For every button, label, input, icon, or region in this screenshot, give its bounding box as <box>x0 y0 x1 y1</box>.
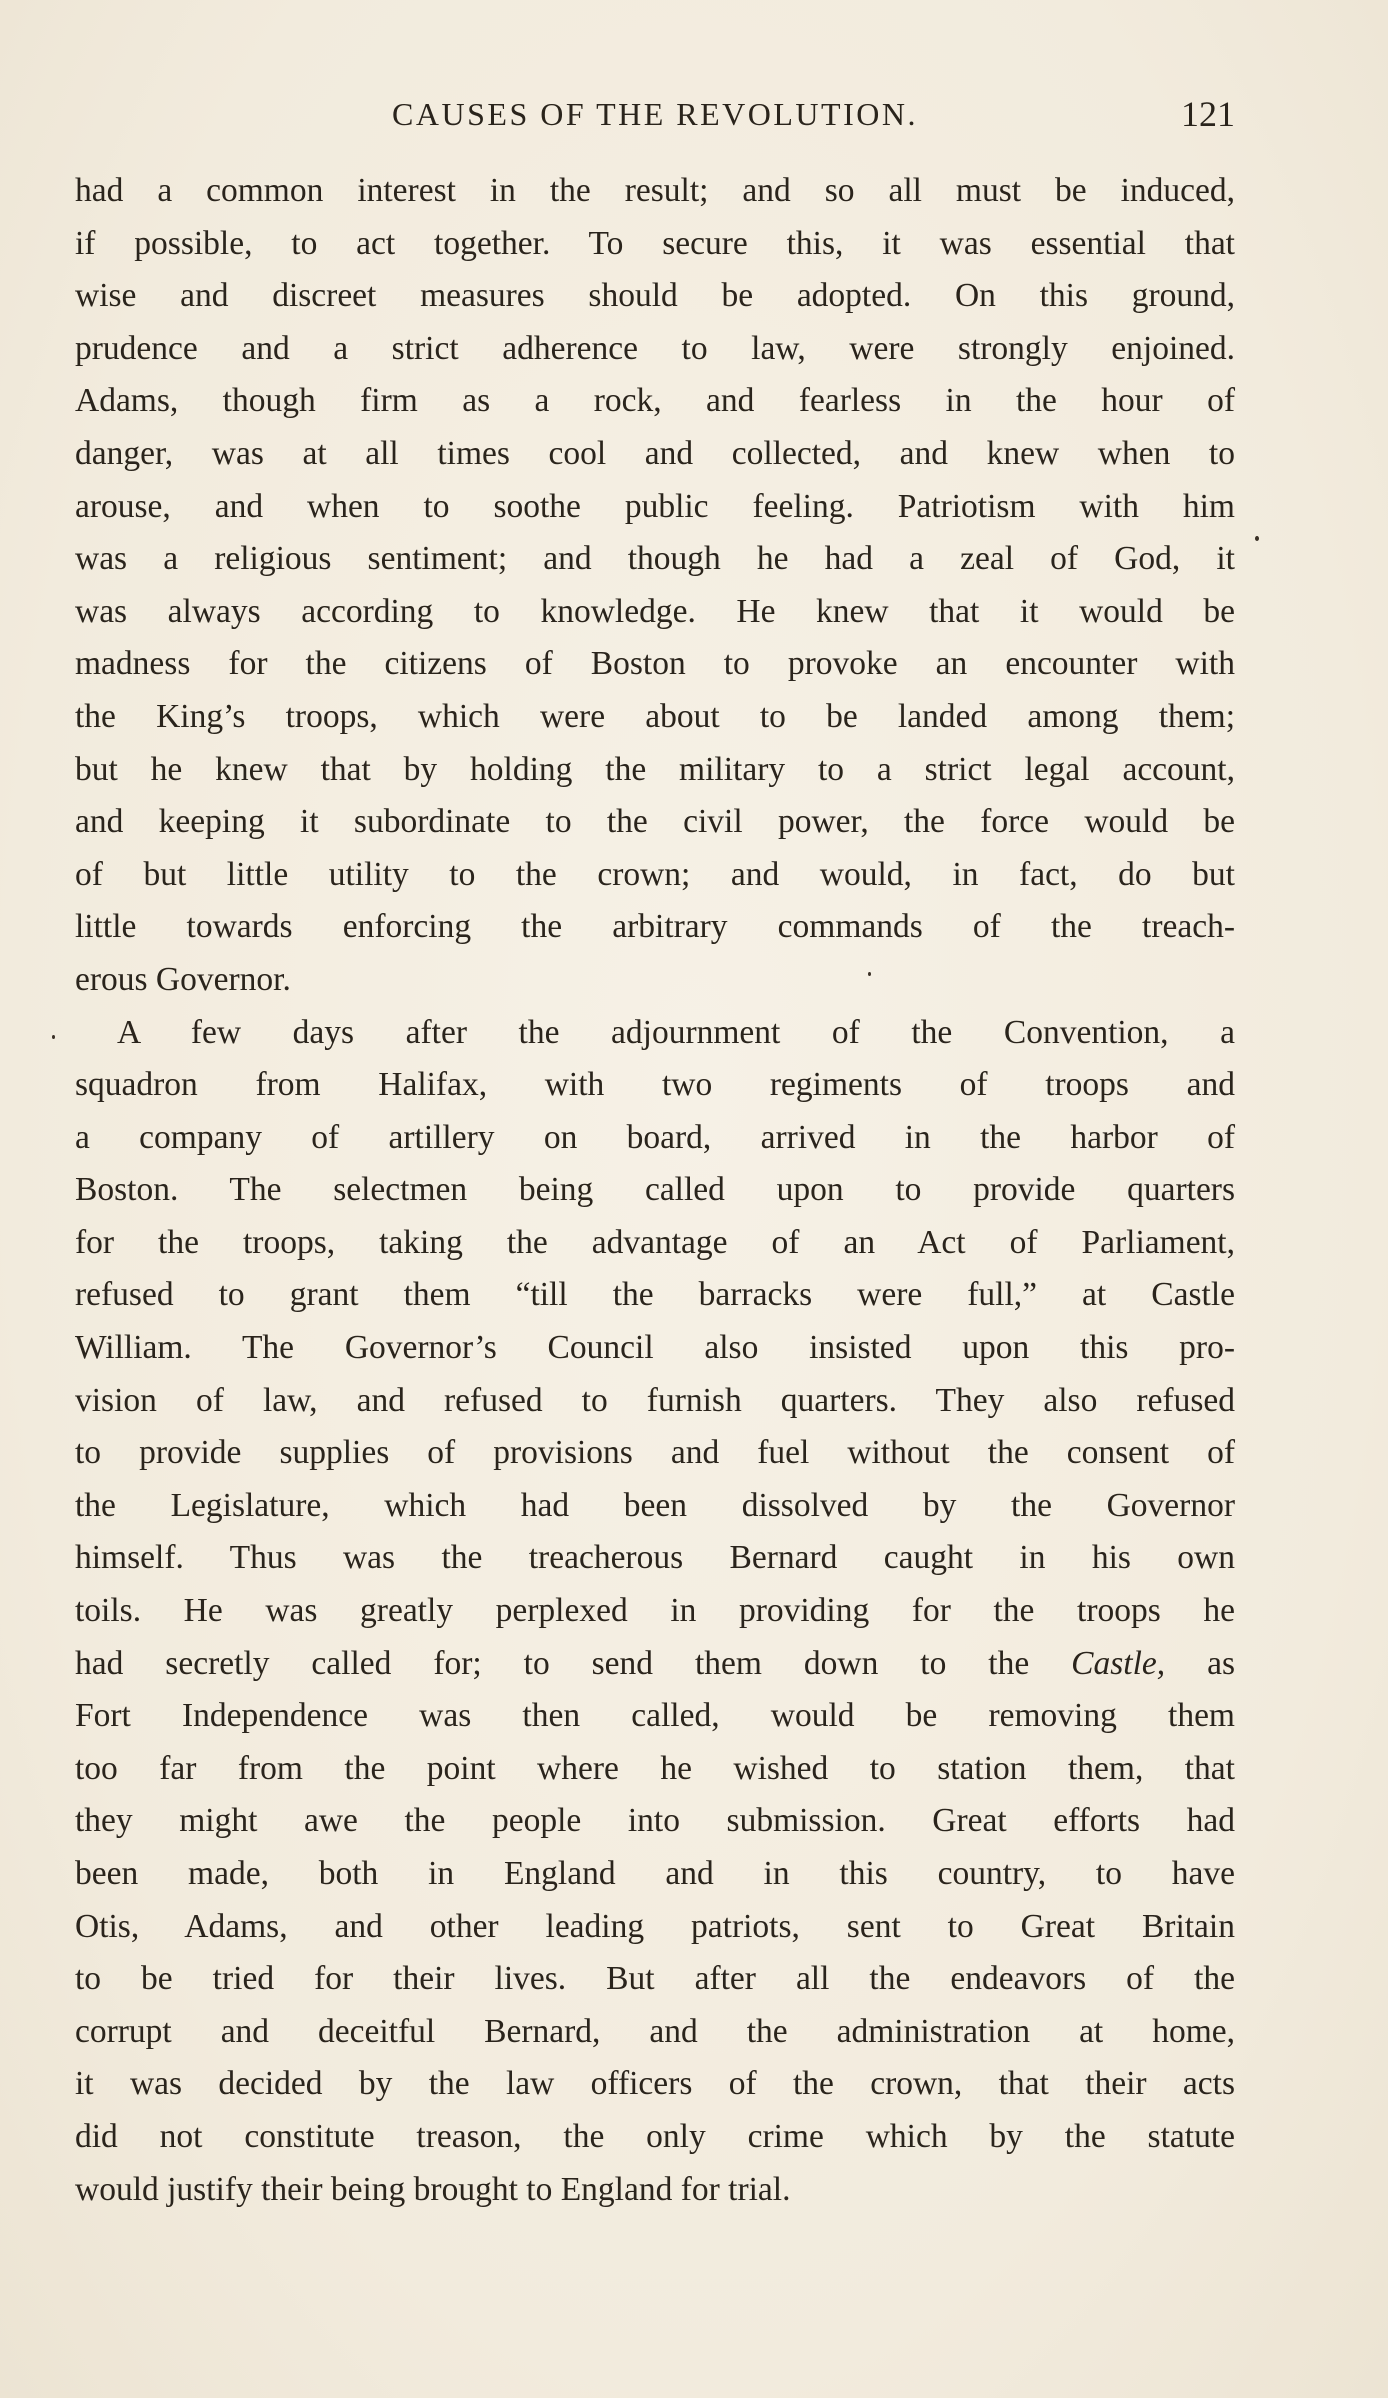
paragraph-start-line: A few days after the adjournment of the Convention, a <box>117 1013 1235 1051</box>
line-text-tail: as <box>1207 1644 1236 1682</box>
text-line: to be tried for their lives. But after all the endeavors of the <box>75 1960 1235 1998</box>
text-line: vision of law, and refused to furnish quarters. They also refused <box>75 1381 1235 1419</box>
text-line: corrupt and deceitful Bernard, and the administration at home, <box>75 2012 1235 2050</box>
paper-speck <box>52 1035 55 1039</box>
italic-word: Castle, <box>1071 1644 1166 1682</box>
text-line: madness for the citizens of Boston to provoke an encounter with <box>75 645 1235 683</box>
text-line: refused to grant them “till the barracks were full,” at Castle <box>75 1276 1235 1314</box>
text-line: toils. He was greatly perplexed in providing for the troops he <box>75 1592 1235 1630</box>
text-line: was always according to knowledge. He knew that it would be <box>75 592 1235 630</box>
text-line: did not constitute treason, the only crime which by the statute <box>75 2117 1235 2155</box>
page-header <box>75 84 1235 144</box>
text-line: Adams, though firm as a rock, and fearless in the hour of <box>75 382 1235 420</box>
text-line: prudence and a strict adherence to law, were strongly enjoined. <box>75 329 1235 367</box>
text-line: Otis, Adams, and other leading patriots, sent to Great Britain <box>75 1907 1235 1945</box>
text-line: William. The Governor’s Council also insisted upon this pro- <box>75 1329 1235 1367</box>
text-line: Fort Independence was then called, would be removing them <box>75 1697 1235 1735</box>
text-line: but he knew that by holding the military to a strict legal account, <box>75 750 1235 788</box>
text-line: little towards enforcing the arbitrary commands of the treach- <box>75 908 1235 946</box>
line-text: had secretly called for; to send them down to the <box>75 1644 1030 1682</box>
text-line: too far from the point where he wished to station them, that <box>75 1749 1235 1787</box>
text-line: been made, both in England and in this country, to have <box>75 1855 1235 1892</box>
text-line: the Legislature, which had been dissolved by the Governor <box>75 1486 1235 1524</box>
page-number: 121 <box>1181 94 1235 134</box>
text-line: erous Governor. <box>75 960 291 998</box>
text-line: the King’s troops, which were about to be landed among them; <box>75 697 1235 735</box>
text-line: wise and discreet measures should be adopted. On this ground, <box>75 277 1235 315</box>
text-line: it was decided by the law officers of the crown, that their acts <box>75 2065 1235 2103</box>
text-line: for the troops, taking the advantage of an Act of Parliament, <box>75 1223 1235 1261</box>
paper-speck <box>868 972 871 976</box>
text-line: if possible, to act together. To secure this, it was essential that <box>75 224 1235 262</box>
running-title: CAUSES OF THE REVOLUTION. <box>392 96 918 132</box>
text-line: had a common interest in the result; and so all must be induced, <box>75 172 1235 209</box>
text-line: and keeping it subordinate to the civil power, the force would be <box>75 803 1235 841</box>
text-line: they might awe the people into submission. Great efforts had <box>75 1802 1235 1840</box>
text-line: arouse, and when to soothe public feeling. Patriotism with him <box>75 487 1235 525</box>
text-line: of but little utility to the crown; and would, in fact, do but <box>75 855 1235 893</box>
text-line: would justify their being brought to England for trial. <box>75 2170 791 2208</box>
paper-speck <box>1255 536 1259 541</box>
text-line: Boston. The selectmen being called upon to provide quarters <box>75 1171 1235 1209</box>
text-line: to provide supplies of provisions and fuel without the consent of <box>75 1434 1235 1472</box>
text-line: himself. Thus was the treacherous Bernard caught in his own <box>75 1539 1235 1577</box>
text-line: was a religious sentiment; and though he had a zeal of God, it <box>75 540 1235 578</box>
body-text <box>75 165 1235 2216</box>
text-line: a company of artillery on board, arrived in the harbor of <box>75 1118 1235 1156</box>
text-line: squadron from Halifax, with two regiments of troops and <box>75 1066 1235 1104</box>
text-line: danger, was at all times cool and collected, and knew when to <box>75 434 1235 472</box>
text-line-with-italic <box>75 1638 1235 1691</box>
